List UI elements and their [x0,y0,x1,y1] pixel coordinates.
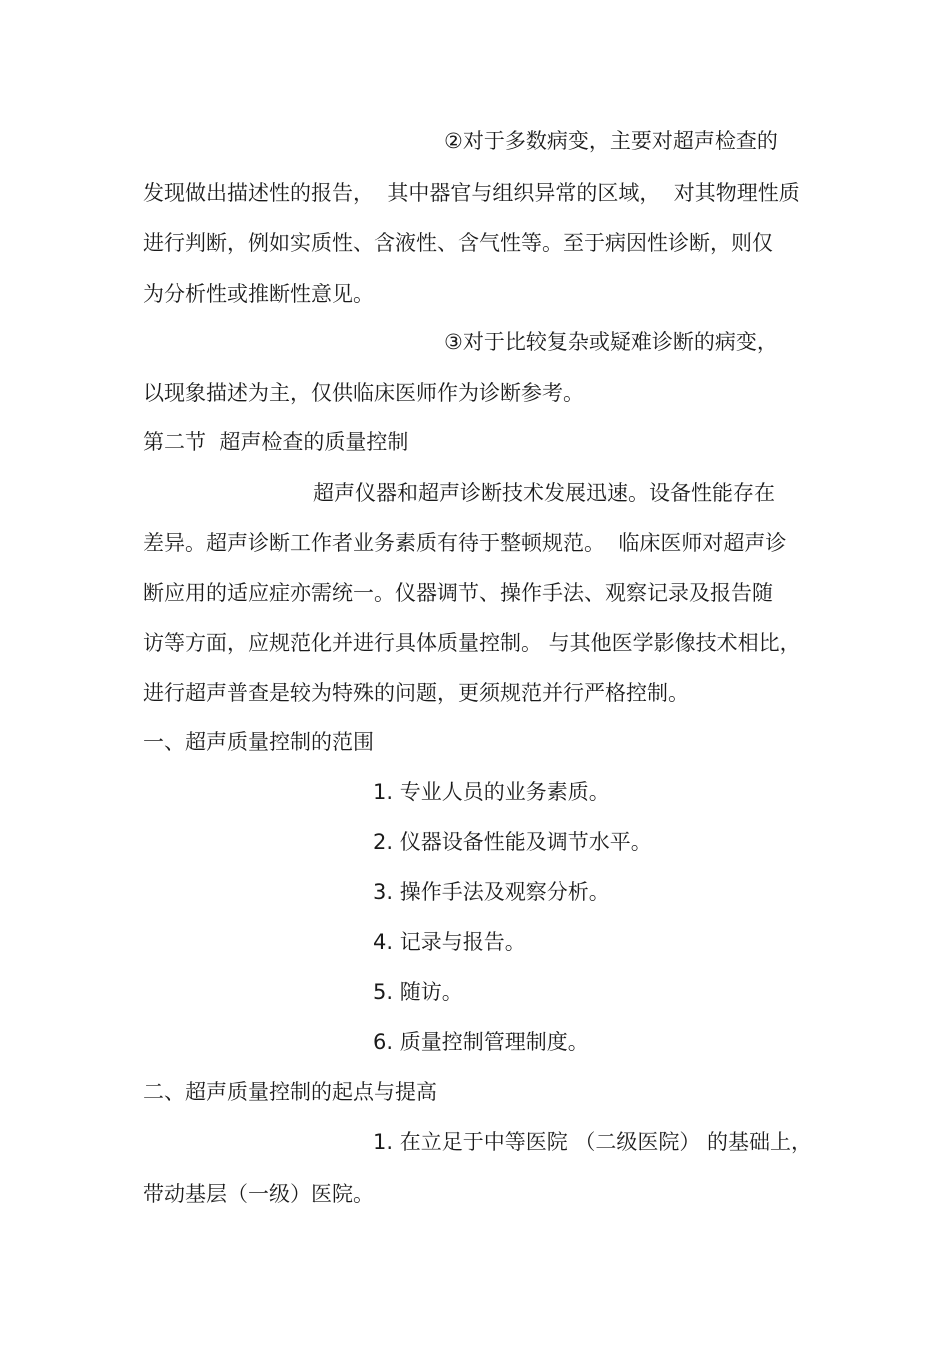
list-item-3: 3. 操作手法及观察分析。 [373,880,610,904]
paragraph-3-line-1: ③对于比较复杂或疑难诊断的病变， [444,330,778,354]
start-item-1-line-2: 带动基层（一级）医院。 [143,1182,374,1206]
intro-line-2: 差异。超声诊断工作者业务素质有待于整顿规范。 临床医师对超声诊 [143,531,787,555]
start-item-1-line-1: 1. 在立足于中等医院 （二级医院） 的基础上， [373,1130,813,1154]
paragraph-3-line-2: 以现象描述为主，仅供临床医师作为诊断参考。 [143,381,584,405]
list-item-5: 5. 随访。 [373,980,463,1004]
list-item-1: 1. 专业人员的业务素质。 [373,780,610,804]
paragraph-2-line-3: 进行判断，例如实质性、含液性、含气性等。至于病因性诊断，则仅 [143,231,773,255]
paragraph-2-line-2: 发现做出描述性的报告， 其中器官与组织异常的区域， 对其物理性质 [143,181,800,205]
list-item-6: 6. 质量控制管理制度。 [373,1030,589,1054]
section-heading: 第二节 超声检查的质量控制 [143,430,409,454]
subheading-start: 二、超声质量控制的起点与提高 [143,1080,437,1104]
intro-line-4: 访等方面，应规范化并进行具体质量控制。 与其他医学影像技术相比， [143,631,801,655]
list-item-2: 2. 仪器设备性能及调节水平。 [373,830,652,854]
intro-line-1: 超声仪器和超声诊断技术发展迅速。设备性能存在 [313,481,775,505]
paragraph-2-line-4: 为分析性或推断性意见。 [143,282,374,306]
intro-line-5: 进行超声普查是较为特殊的问题，更须规范并行严格控制。 [143,681,689,705]
list-item-4: 4. 记录与报告。 [373,930,526,954]
paragraph-2-line-1: ②对于多数病变，主要对超声检查的 [444,129,778,153]
subheading-scope: 一、超声质量控制的范围 [143,730,374,754]
intro-line-3: 断应用的适应症亦需统一。仪器调节、操作手法、观察记录及报告随 [143,581,773,605]
